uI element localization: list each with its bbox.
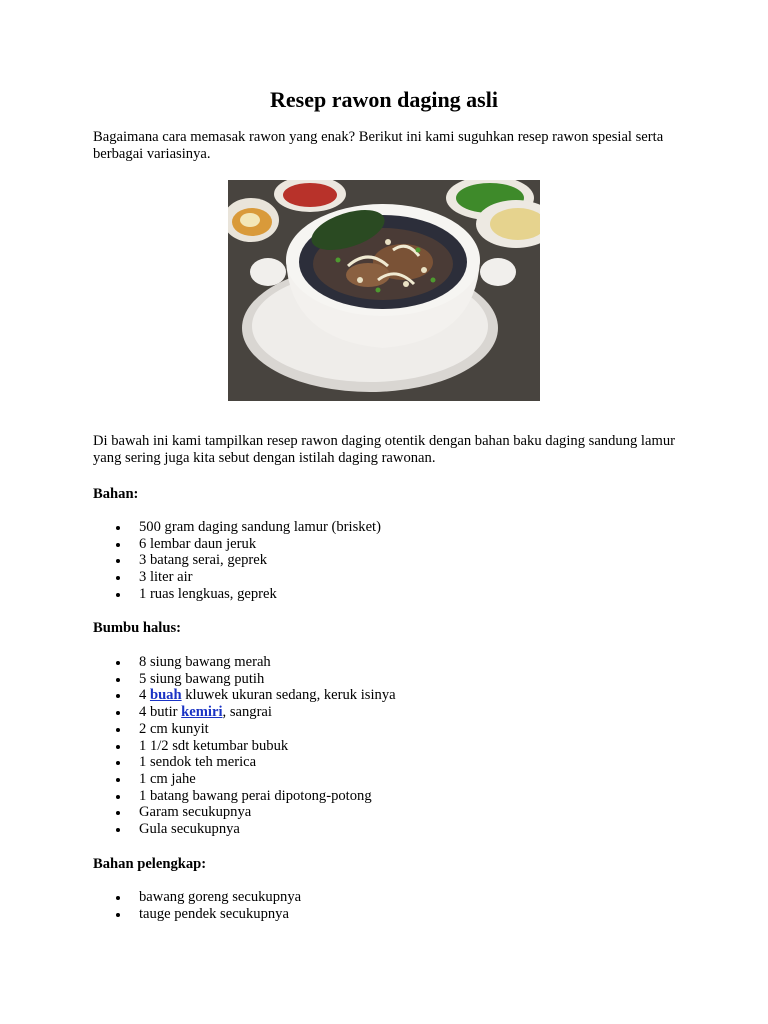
- rawon-soup-photo: [228, 180, 540, 401]
- bumbu-heading: Bumbu halus:: [93, 620, 182, 636]
- list-item: 1 batang bawang perai dipotong-potong: [93, 788, 396, 805]
- item-text: , sangrai: [222, 704, 272, 721]
- pelengkap-heading: Bahan pelengkap:: [93, 856, 207, 872]
- description-paragraph: Di bawah ini kami tampilkan resep rawon daging otentik dengan bahan baku daging sandung lamur yang sering juga kita sebut dengan istilah daging rawonan.: [93, 433, 675, 466]
- list-item: 1 sendok teh merica: [93, 754, 396, 771]
- list-item: 3 batang serai, geprek: [93, 552, 381, 569]
- item-text: 4 butir: [139, 704, 182, 721]
- pelengkap-list: [93, 889, 301, 922]
- list-item: 5 siung bawang putih: [93, 671, 396, 688]
- list-item: 2 cm kunyit: [93, 721, 396, 738]
- item-text: 4: [139, 687, 150, 704]
- ingredient-link[interactable]: kemiri: [181, 704, 223, 721]
- list-item: [93, 687, 396, 704]
- list-item: 8 siung bawang merah: [93, 654, 396, 671]
- intro-paragraph: Bagaimana cara memasak rawon yang enak? Berikut ini kami suguhkan resep rawon spesial serta berbagai variasinya.: [93, 129, 664, 162]
- list-item: 3 liter air: [93, 569, 381, 586]
- bahan-list: [93, 519, 381, 603]
- list-item: 1 cm jahe: [93, 771, 396, 788]
- list-item: tauge pendek secukupnya: [93, 906, 301, 923]
- list-item: Gula secukupnya: [93, 821, 396, 838]
- ingredient-link[interactable]: buah: [149, 687, 182, 704]
- list-item: [93, 704, 396, 721]
- bahan-heading: Bahan:: [93, 486, 139, 502]
- list-item: bawang goreng secukupnya: [93, 889, 301, 906]
- item-text: kluwek ukuran sedang, keruk isinya: [181, 687, 396, 704]
- bumbu-list: [93, 654, 396, 838]
- list-item: 500 gram daging sandung lamur (brisket): [93, 519, 381, 536]
- list-item: 1 ruas lengkuas, geprek: [93, 586, 381, 603]
- list-item: 1 1/2 sdt ketumbar bubuk: [93, 738, 396, 755]
- page-title: Resep rawon daging asli: [270, 87, 498, 112]
- list-item: Garam secukupnya: [93, 804, 396, 821]
- list-item: 6 lembar daun jeruk: [93, 536, 381, 553]
